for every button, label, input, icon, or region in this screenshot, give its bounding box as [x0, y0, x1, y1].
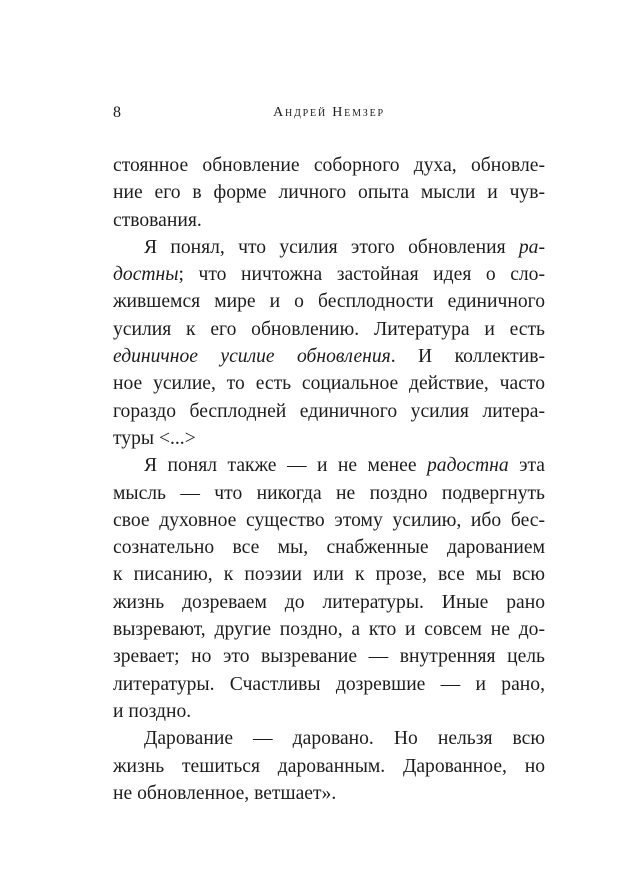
- text-line: [113, 370, 545, 397]
- text-run: вызревают, другие поздно, а кто и совсем не до-: [113, 619, 545, 641]
- paragraph: [113, 234, 545, 452]
- text-run: Я понял, что усилия этого обновления: [144, 236, 519, 258]
- emphasis-run: единичное усилие обновления: [113, 346, 391, 368]
- text-line: [113, 589, 545, 616]
- text-run: Я понял также — и не менее: [144, 455, 427, 477]
- text-run: свое духовное существо этому усилию, ибо бес-: [113, 509, 545, 531]
- page-header: [113, 104, 545, 128]
- text-run: усилия к его обновлению. Литература и есть: [113, 318, 545, 340]
- text-run: Дарование — даровано. Но нельзя всю: [144, 728, 545, 750]
- text-line: [113, 234, 545, 261]
- text-run: жизнь дозреваем до литературы. Иные рано: [113, 591, 545, 613]
- text-run: ствования.: [113, 209, 202, 231]
- text-run: ное усилие, то есть социальное действие, часто: [113, 373, 545, 395]
- text-line: [113, 671, 545, 698]
- text-run: и поздно.: [113, 700, 192, 722]
- text-line: [113, 725, 545, 752]
- text-run: ; что ничтожна застойная идея о сло-: [178, 264, 545, 286]
- text-run: гораздо бесплодней единичного усилия литера-: [113, 400, 545, 422]
- text-line: [113, 452, 545, 479]
- text-run: жизнь тешиться дарованным. Дарованное, но: [113, 755, 545, 777]
- text-run: литературы. Счастливы дозревшие — и рано,: [113, 673, 545, 695]
- book-page: [113, 0, 545, 886]
- text-run: стоянное обновление соборного духа, обновле-: [113, 155, 545, 176]
- text-line: [113, 152, 545, 179]
- emphasis-run: достны: [113, 264, 179, 286]
- text-line: [113, 561, 545, 588]
- text-line: [113, 288, 545, 315]
- text-run: не обновленное, ветшает».: [113, 782, 337, 804]
- text-line: [113, 179, 545, 206]
- text-line: [113, 343, 545, 370]
- text-line: [113, 643, 545, 670]
- text-line: [113, 753, 545, 780]
- text-run: ние его в форме личного опыта мысли и чув-: [113, 182, 545, 204]
- text-line: [113, 207, 545, 234]
- text-run: к писанию, к поэзии или к прозе, все мы всю: [113, 564, 545, 586]
- text-run: . И коллектив-: [390, 346, 545, 368]
- emphasis-run: ра-: [518, 236, 545, 258]
- body-text: [113, 152, 545, 807]
- text-line: [113, 616, 545, 643]
- text-line: [113, 480, 545, 507]
- text-line: [113, 534, 545, 561]
- text-line: [113, 780, 545, 807]
- paragraph: [113, 725, 545, 807]
- text-run: мысль — что никогда не поздно подвергнуть: [113, 482, 545, 504]
- paragraph: [113, 452, 545, 725]
- running-head-author: Андрей Немзер: [273, 105, 385, 120]
- text-line: [113, 698, 545, 725]
- paragraph: [113, 152, 545, 234]
- text-run: сознательно все мы, снабженные дарованием: [113, 537, 545, 559]
- text-run: эта: [508, 455, 545, 477]
- text-line: [113, 316, 545, 343]
- text-line: [113, 261, 545, 288]
- text-run: туры <...>: [113, 427, 196, 449]
- text-line: [113, 507, 545, 534]
- text-line: [113, 425, 545, 452]
- emphasis-run: радостна: [426, 455, 509, 477]
- text-run: жившемся мире и о бесплодности единичного: [113, 291, 545, 313]
- text-run: зревает; но это вызревание — внутренняя цель: [113, 646, 545, 668]
- text-line: [113, 398, 545, 425]
- page-number: 8: [113, 104, 121, 121]
